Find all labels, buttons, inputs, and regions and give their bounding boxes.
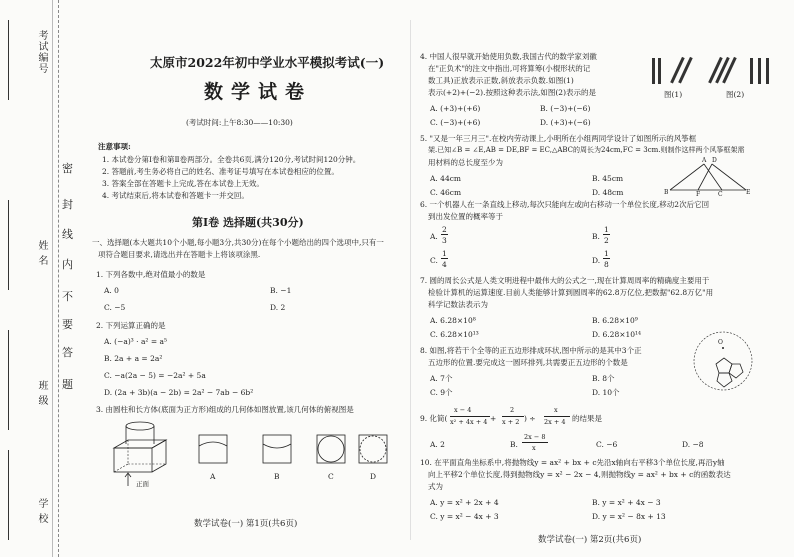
q2-option-c: C. −a(2a − 5) = −2a² + 5a — [104, 371, 206, 380]
q6-option-b-denominator: 2 — [604, 236, 609, 245]
fraction-bar — [450, 416, 490, 417]
q8-option-b: B. 8个 — [592, 374, 615, 383]
q9-plus: + — [490, 414, 497, 423]
q3-option-a: A — [210, 472, 216, 481]
q6-option-d-denominator: 8 — [604, 260, 609, 269]
fraction-bar — [441, 258, 448, 259]
q6-option-b-numerator: 1 — [604, 225, 609, 234]
q6-option-c-denominator: 4 — [442, 260, 447, 269]
q2-option-b: B. 2a + a = 2a² — [104, 354, 163, 363]
exam-no-label: 考试编号 — [36, 30, 47, 74]
name-label: 姓 名 — [36, 240, 47, 267]
q3-option-a-figure — [198, 434, 228, 464]
q8-center-label: O — [718, 339, 723, 346]
q8-option-a: A. 7个 — [430, 374, 453, 383]
exam-no-blank — [8, 20, 9, 100]
fraction-bar — [441, 234, 448, 235]
q9-fraction-2-denominator: x + 2 — [502, 418, 520, 426]
seal-char: 答 — [62, 346, 73, 359]
q5-point-label: A — [702, 157, 707, 164]
q8-stem: 8. 如图,将若干个全等的正五边形排成环状,图中所示的是其中3个正 — [420, 346, 642, 355]
q4-stem: 数工具)正放表示正数,斜放表示负数.如图(1) — [428, 76, 574, 85]
q6-option-d: D. — [592, 256, 601, 265]
q4-stem: 4. 中国人很早就开始使用负数,我国古代的数学家刘徽 — [420, 52, 597, 61]
q8-option-c: C. 9个 — [430, 388, 453, 397]
fraction-bar — [502, 416, 524, 417]
binding-strip — [0, 0, 53, 557]
q5-option-b: B. 45cm — [592, 174, 624, 183]
exam-title: 太原市2022年初中学业水平模拟考试(一) — [150, 55, 385, 70]
q3-option-b-figure — [262, 434, 292, 464]
q4-fig2-caption: 图(2) — [726, 90, 745, 99]
q9-stem-prefix: 9. 化简( — [420, 414, 448, 423]
q5-point-label: B — [664, 189, 669, 196]
q4-option-a: A. (+3)+(+6) — [430, 104, 481, 113]
q8-option-d: D. 10个 — [592, 388, 620, 397]
q9-option-b-denominator: x — [532, 444, 536, 452]
q5-stem: 用材料的总长度至少为 — [428, 158, 503, 167]
q10-stem: 式为 — [428, 482, 443, 491]
q4-counting-rods-figure-2 — [710, 54, 776, 88]
q10-option-b: B. y = x² + 4x − 3 — [592, 498, 661, 507]
seal-char: 线 — [62, 228, 73, 241]
q6-option-a-numerator: 2 — [442, 225, 447, 234]
q1-option-b: B. −1 — [270, 286, 292, 295]
q6-stem: 到出发位置的概率等于 — [428, 212, 503, 221]
q6-option-d-numerator: 1 — [604, 249, 609, 258]
q2-option-a: A. (−a)³ · a² = a⁵ — [104, 337, 167, 346]
q1-stem: 1. 下列各数中,绝对值最小的数是 — [96, 270, 206, 279]
section-intro: 项符合题目要求,请选出并在答题卡上将该项涂黑. — [98, 250, 261, 259]
q6-option-c: C. — [430, 256, 438, 265]
q4-option-c: C. (−3)+(+6) — [430, 118, 481, 127]
page-divider — [410, 20, 411, 540]
school-label: 学 校 — [36, 498, 47, 525]
q3-option-c: C — [328, 472, 334, 481]
fraction-bar — [603, 234, 610, 235]
q7-stem: 检验计算机的运算速度.目前人类能够计算到圆周率的62.8万亿位,把数据"62.8万亿"用 — [428, 288, 714, 297]
q9-option-b-numerator: 2x − 8 — [524, 433, 546, 441]
notice-item: 1. 本试卷分第Ⅰ卷和第Ⅱ卷两部分。全卷共6页,满分120分,考试时间120分钟。 — [102, 155, 361, 164]
notice-item: 4. 考试结束后,将本试卷和答题卡一并交回。 — [102, 191, 249, 200]
seal-char: 密 — [62, 162, 73, 175]
page-footer: 数学试卷(一) 第1页(共6页) — [194, 519, 298, 529]
subject-title: 数学试卷 — [204, 81, 313, 103]
q3-option-b: B — [274, 472, 280, 481]
q7-option-d: D. 6.28×10¹⁴ — [592, 330, 642, 339]
q4-option-d: D. (+3)+(−6) — [540, 118, 591, 127]
seal-char: 封 — [62, 198, 73, 211]
q9-option-a: A. 2 — [430, 440, 445, 449]
seal-char: 内 — [62, 258, 73, 271]
q9-fraction-1-numerator: x − 4 — [454, 406, 472, 414]
q5-stem: 5. "又是一年三月三".在校内劳动课上,小明所在小组两同学设计了如图所示的风筝框 — [420, 134, 697, 143]
section-title: 第Ⅰ卷 选择题(共30分) — [192, 216, 304, 229]
q9-fraction-3-denominator: 2x + 4 — [544, 418, 566, 426]
q1-option-d: D. 2 — [270, 303, 286, 312]
q9-fraction-2-numerator: 2 — [510, 406, 515, 414]
q7-stem: 7. 圆的周长公式是人类文明进程中最伟大的公式之一,现在计算周周率的精确度主要用于 — [420, 276, 710, 285]
q4-fig1-caption: 图(1) — [664, 90, 683, 99]
q5-option-a: A. 44cm — [430, 174, 462, 183]
q5-point-label: C — [718, 191, 723, 198]
q10-option-c: C. y = x² − 4x + 3 — [430, 512, 499, 521]
q9-divide: ) ÷ — [524, 414, 536, 423]
class-label: 班 级 — [36, 380, 47, 407]
q1-option-c: C. −5 — [104, 303, 126, 312]
fraction-bar — [544, 416, 570, 417]
q6-stem: 6. 一个机器人在一条直线上移动,每次只能向左或向右移动一个单位长度,移动2次后它回 — [420, 200, 710, 209]
q4-stem: 表示(+2)+(−2).按照这种表示法,如图(2)表示的是 — [428, 88, 596, 97]
page-footer: 数学试卷(一) 第2页(共6页) — [538, 535, 642, 545]
name-blank — [8, 200, 9, 290]
q6-option-a-denominator: 3 — [442, 236, 447, 245]
seal-line — [58, 0, 59, 557]
q2-stem: 2. 下列运算正确的是 — [96, 321, 166, 330]
q8-pentagon-ring-figure — [692, 330, 754, 392]
q3-option-d: D — [370, 472, 377, 481]
q9-option-c: C. −6 — [596, 440, 618, 449]
q5-option-d: D. 48cm — [592, 188, 624, 197]
q6-option-c-numerator: 1 — [442, 249, 447, 258]
q8-stem: 五边形的位置.要完成这一圆环排列,共需要正五边形的个数是 — [428, 358, 628, 367]
q3-option-c-figure — [316, 434, 346, 464]
school-blank — [8, 450, 9, 540]
q4-counting-rods-figure-1 — [650, 54, 710, 88]
q4-stem: 在"正负术"的注文中指出,可将算筹(小棍形状的记 — [428, 64, 591, 73]
q10-stem: 向上平移2个单位长度,得到抛物线y = x² − 2x − 4,则抛物线y = ax² + bx + c的函数表达 — [428, 470, 731, 479]
q5-point-label: D — [712, 157, 717, 164]
q1-option-a: A. 0 — [104, 286, 119, 295]
q7-option-c: C. 6.28×10¹³ — [430, 330, 479, 339]
q7-option-b: B. 6.28×10⁹ — [592, 316, 638, 325]
q3-option-d-figure — [358, 434, 388, 464]
exam-time: (考试时间:上午8:30——10:30) — [186, 118, 293, 127]
q6-option-b: B. — [592, 232, 600, 241]
notice-heading: 注意事项: — [98, 142, 131, 151]
q3-solid-figure — [110, 418, 180, 488]
q9-option-b: B. — [510, 440, 518, 449]
seal-char: 要 — [62, 318, 73, 331]
q5-point-label: E — [746, 189, 751, 196]
seal-char: 不 — [62, 290, 73, 303]
q5-kite-frame-figure — [666, 160, 750, 194]
q9-fraction-3-numerator: x — [554, 406, 558, 414]
page-1 — [88, 0, 404, 557]
q7-option-a: A. 6.28×10⁸ — [430, 316, 476, 325]
q9-stem-suffix: 的结果是 — [572, 414, 602, 423]
q3-stem: 3. 由圆柱和长方体(底面为正方形)组成的几何体如图放置,该几何体的俯视图是 — [96, 405, 354, 414]
q9-fraction-1-denominator: x² + 4x + 4 — [450, 418, 488, 426]
notice-item: 2. 答题前,考生务必将自己的姓名、准考证号填写在本试卷相应的位置。 — [102, 167, 339, 176]
q10-option-a: A. y = x² + 2x + 4 — [430, 498, 499, 507]
q5-stem: 架.已知∠B = ∠E,AB = DE,BF = EC,△ABC的周长为24cm,FC = 3cm.则制作这样两个风筝框架需 — [428, 146, 745, 154]
q4-option-b: B. (−3)+(−6) — [540, 104, 591, 113]
q9-option-d: D. −8 — [682, 440, 704, 449]
q5-option-c: C. 46cm — [430, 188, 462, 197]
q6-option-a: A. — [430, 232, 438, 241]
fraction-bar — [603, 258, 610, 259]
q7-stem: 科学记数法表示为 — [428, 300, 488, 309]
page-2 — [420, 0, 782, 557]
q10-option-d: D. y = x² − 8x + 13 — [592, 512, 666, 521]
section-intro: 一、选择题(本大题共10个小题,每小题3分,共30分)在每个小题给出的四个选项中,只有一 — [92, 238, 384, 247]
q5-point-label: F — [696, 191, 701, 198]
q2-option-d: D. (2a + 3b)(a − 2b) = 2a² − 7ab − 6b² — [104, 388, 254, 397]
seal-char: 题 — [62, 378, 73, 391]
class-blank — [8, 330, 9, 430]
q3-front-label: 正面 — [136, 480, 149, 488]
fraction-bar — [522, 442, 548, 443]
q10-stem: 10. 在平面直角坐标系中,将抛物线y = ax² + bx + c先沿x轴向右平移3个单位长度,再沿y轴 — [420, 458, 725, 467]
notice-item: 3. 答案全部在答题卡上完成,答在本试卷上无效。 — [102, 179, 264, 188]
